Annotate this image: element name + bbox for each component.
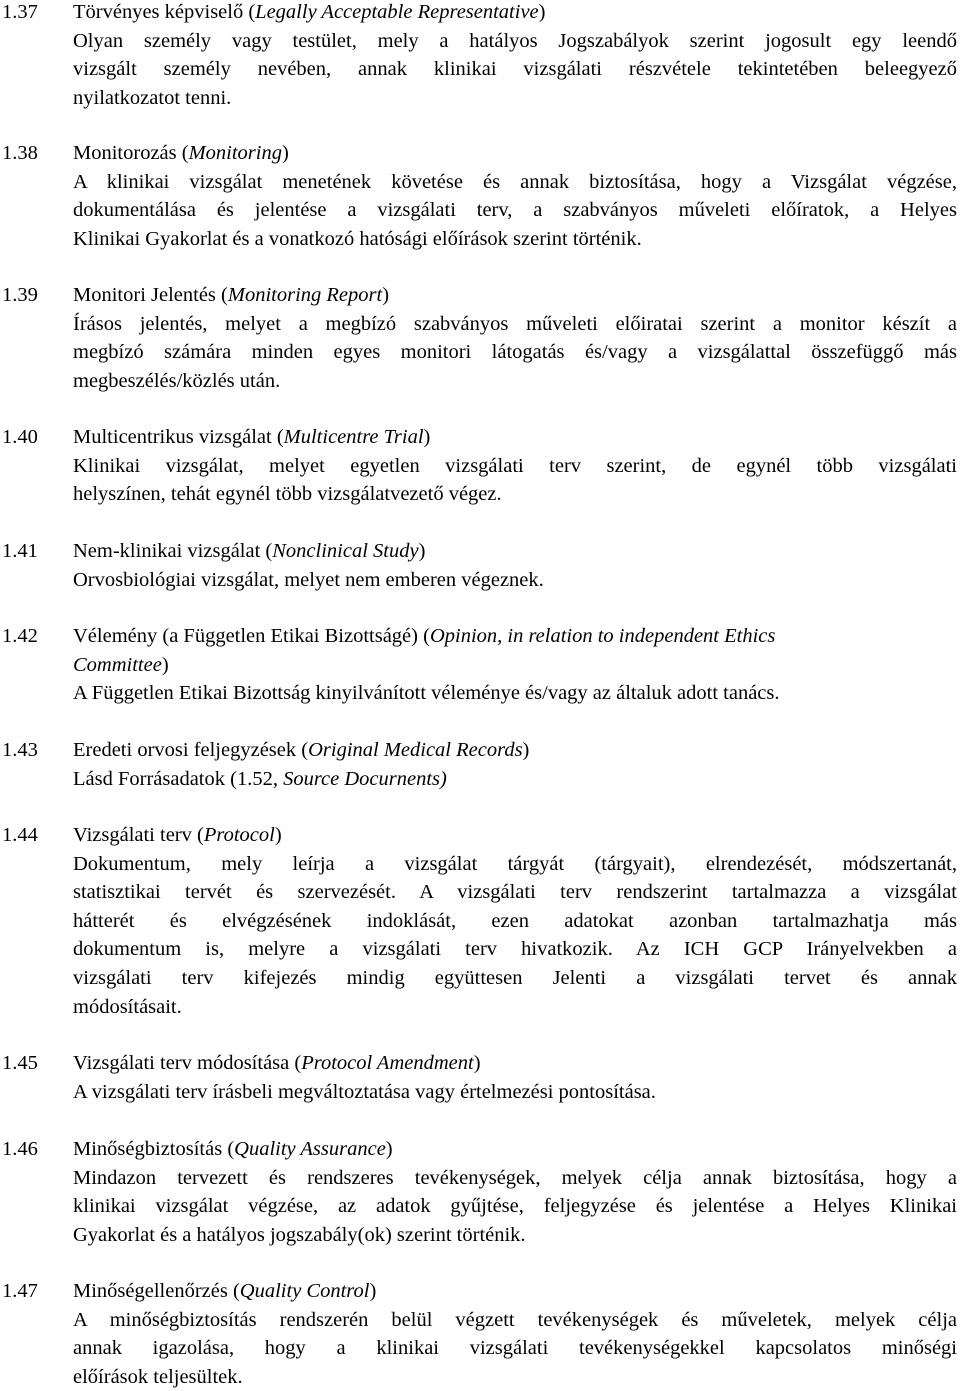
definition-entry — [0, 423, 958, 509]
body-line: A klinikai vizsgálat menetének követése és annak biztosítása, hogy a Vizsgálat végzése, — [73, 170, 957, 193]
body-line: vizsgált személy nevében, annak klinikai vizsgálati részvétele tekintetében beleegyező — [73, 58, 957, 81]
term-english: Quality Control — [239, 1280, 370, 1302]
term-english-line2: Committee — [73, 653, 162, 676]
body-line: Olyan személy vagy testület, mely a hatályos Jogszabályok szerint jogosult egy leendő — [73, 29, 957, 52]
body-line: Orvosbiológiai vizsgálat, melyet nem emberen végeznek. — [73, 568, 544, 591]
term-english: Quality Assurance — [234, 1138, 386, 1160]
entry-number: 1.46 — [2, 1138, 38, 1160]
definition-entry — [0, 0, 958, 112]
body-line: Gyakorlat és a hatályos jogszabály(ok) szerint történik. — [73, 1223, 526, 1246]
entry-body — [73, 452, 957, 509]
term-hungarian: Nem-klinikai vizsgálat — [73, 540, 261, 562]
entry-number: 1.38 — [2, 142, 38, 164]
entry-heading: Eredeti orvosi feljegyzések (Original Medical Records) — [73, 739, 530, 761]
body-line: megbeszélés/közlés után. — [73, 369, 281, 392]
term-english: Legally Acceptable Representative — [255, 1, 539, 23]
term-hungarian: Minőségbiztosítás — [73, 1138, 223, 1160]
entry-heading: Törvényes képviselő (Legally Acceptable Representative) — [73, 1, 546, 23]
body-line: annak igazolása, hogy a klinikai vizsgálati tevékenységekkel kapcsolatos minőségi — [73, 1337, 957, 1360]
entry-heading: Vizsgálati terv módosítása (Protocol Amendment) — [73, 1052, 481, 1074]
term-hungarian: Multicentrikus vizsgálat — [73, 426, 272, 448]
entry-heading: Nem-klinikai vizsgálat (Nonclinical Study) — [73, 540, 426, 562]
entry-heading: Minőségbiztosítás (Quality Assurance) — [73, 1138, 393, 1160]
body-line: előírások teljesültek. — [73, 1365, 243, 1388]
term-english: Nonclinical Study — [272, 540, 419, 562]
body-line: módosításait. — [73, 995, 182, 1018]
entry-heading: Multicentrikus vizsgálat (Multicentre Trial) — [73, 426, 431, 448]
entry-heading-continued: Committee) — [73, 653, 169, 676]
term-hungarian: Vizsgálati terv módosítása — [73, 1052, 290, 1074]
term-english: Protocol Amendment — [301, 1052, 474, 1074]
entry-body — [73, 1306, 957, 1391]
term-english: Original Medical Records — [308, 739, 523, 761]
entry-body — [73, 850, 957, 1022]
definition-entry — [0, 736, 958, 793]
term-english: Multicentre Trial — [283, 426, 424, 448]
body-line: vizsgálati terv kifejezés mindig együttesen Jelenti a vizsgálati tervet és annak — [73, 966, 957, 989]
body-line: Dokumentum, mely leírja a vizsgálat tárgyát (tárgyait), elrendezését, módszertanát, — [73, 852, 957, 875]
term-hungarian: Vizsgálati terv — [73, 824, 192, 846]
body-line: dokumentálása és jelentése a vizsgálati terv, a szabványos műveleti előíratok, a Helyes — [73, 199, 957, 222]
definition-entry — [0, 1277, 958, 1391]
term-hungarian: Törvényes képviselő — [73, 1, 244, 23]
term-english: Protocol — [203, 824, 275, 846]
see-reference — [73, 765, 957, 794]
see-reference-italic: Source Docurnents) — [283, 767, 447, 790]
entry-number: 1.47 — [2, 1280, 38, 1302]
body-line: Mindazon tervezett és rendszeres tevékenységek, melyek célja annak biztosítása, hogy a — [73, 1166, 957, 1189]
body-line: hátterét és elvégzésének indoklását, ezen adatokat azonban tartalmazhatja más — [73, 909, 957, 932]
body-line: Klinikai vizsgálat, melyet egyetlen vizsgálati terv szerint, de egynél több vizsgálati — [73, 454, 957, 477]
entry-body — [73, 310, 957, 396]
entry-heading: Minőségellenőrzés (Quality Control) — [73, 1280, 377, 1302]
entry-heading: Vizsgálati terv (Protocol) — [73, 824, 282, 846]
entry-body — [73, 27, 957, 113]
entry-number: 1.40 — [2, 426, 38, 448]
body-line: statisztikai tervét és szervezését. A vizsgálati terv rendszerint tartalmazza a vizsgálat — [73, 881, 957, 904]
entry-number: 1.42 — [2, 625, 38, 647]
entry-number: 1.41 — [2, 540, 38, 562]
body-line: klinikai vizsgálat végzése, az adatok gyűjtése, feljegyzése és jelentése a Helyes Klinikai — [73, 1195, 957, 1218]
body-line: A minőségbiztosítás rendszerén belül végzett tevékenységek és műveletek, melyek célja — [73, 1308, 957, 1331]
body-line: Írásos jelentés, melyet a megbízó szabványos műveleti előiratai szerint a monitor készít a — [73, 312, 957, 335]
term-hungarian: Vélemény (a Független Etikai Bizottságé) — [73, 625, 418, 647]
body-line: dokumentum is, melyre a vizsgálati terv hivatkozik. Az ICH GCP Irányelvekben a — [73, 938, 957, 961]
entry-number: 1.44 — [2, 824, 38, 846]
body-line: A vizsgálati terv írásbeli megváltoztatása vagy értelmezési pontosítása. — [73, 1080, 656, 1103]
definition-entry — [0, 1135, 958, 1249]
term-hungarian: Minőségellenőrzés — [73, 1280, 228, 1302]
term-hungarian: Eredeti orvosi feljegyzések — [73, 739, 297, 761]
entry-body — [73, 1078, 957, 1107]
entry-number: 1.37 — [2, 1, 38, 23]
body-line: nyilatkozatot tenni. — [73, 86, 232, 109]
entry-heading: Vélemény (a Független Etikai Bizottságé) (Opinion, in relation to independent Ethics — [73, 625, 776, 647]
term-english-line1: Opinion, in relation to independent Ethics — [429, 625, 776, 647]
entry-body — [73, 168, 957, 254]
entry-heading: Monitorozás (Monitoring) — [73, 142, 289, 164]
entry-body — [73, 1164, 957, 1250]
entry-number: 1.45 — [2, 1052, 38, 1074]
entry-number: 1.39 — [2, 284, 38, 306]
term-english: Monitoring — [188, 142, 282, 164]
term-hungarian: Monitorozás — [73, 142, 177, 164]
term-hungarian: Monitori Jelentés — [73, 284, 216, 306]
term-english: Monitoring Report — [227, 284, 383, 306]
definition-entry — [0, 821, 958, 1021]
entry-body — [73, 765, 957, 794]
definition-entry — [0, 281, 958, 395]
entry-heading: Monitori Jelentés (Monitoring Report) — [73, 284, 390, 306]
body-line: A Független Etikai Bizottság kinyilvánított véleménye és/vagy az általuk adott tanács. — [73, 682, 780, 705]
definition-entry — [0, 537, 958, 594]
see-reference-text: Lásd Forrásadatok (1.52, — [73, 767, 284, 790]
definition-entry — [0, 139, 958, 253]
body-line: Klinikai Gyakorlat és a vonatkozó hatósági előírások szerint történik. — [73, 227, 642, 250]
body-line: megbízó számára minden egyes monitori látogatás és/vagy a vizsgálattal összefüggő más — [73, 341, 957, 364]
definition-entry — [0, 622, 958, 708]
entry-body — [73, 566, 957, 595]
definition-entry — [0, 1049, 958, 1106]
entry-body — [73, 679, 957, 708]
entry-number: 1.43 — [2, 739, 38, 761]
body-line: helyszínen, tehát egynél több vizsgálatvezető végez. — [73, 483, 502, 506]
